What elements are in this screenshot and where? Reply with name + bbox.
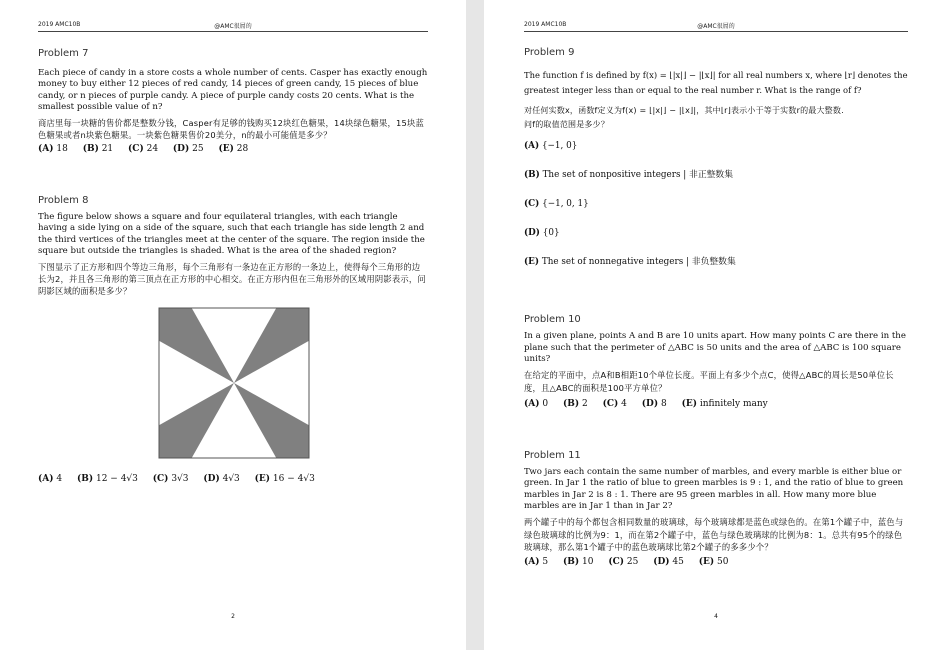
choice-b: (B) 12 − 4√3 bbox=[76, 474, 138, 485]
problem-10-english: In a given plane, points A and B are 10 units apart. How many points C are there in the plane such that the perimeter of △ABC is 50 units and the area of △ABC is 100 square units? bbox=[524, 331, 906, 365]
header-contest-label: 2019 AMC10B bbox=[524, 21, 567, 28]
problem-9-choice-c: (C) {−1, 0, 1} bbox=[524, 199, 589, 210]
square-triangles-figure bbox=[158, 307, 310, 459]
problem-10 bbox=[524, 314, 908, 410]
running-header bbox=[524, 20, 908, 32]
problem-11-title: Problem 11 bbox=[524, 449, 581, 461]
problem-10-chinese: 在给定的平面中，点A和B相距10个单位长度。平面上有多少个点C，使得△ABC的周长是50单位长度，且△ABC的面积是100平方单位？ bbox=[524, 370, 894, 393]
page-number: 4 bbox=[714, 613, 718, 620]
problem-9-title: Problem 9 bbox=[524, 47, 575, 58]
choice-b: (B) 10 bbox=[562, 557, 594, 568]
choice-e: (E) 28 bbox=[218, 144, 249, 155]
problem-8 bbox=[38, 195, 428, 485]
problem-9-english-line-2: greatest integer less than or equal to the real number r. What is the range of f? bbox=[524, 85, 862, 96]
choice-d: (D) 25 bbox=[172, 144, 204, 155]
problem-10-title: Problem 10 bbox=[524, 314, 581, 326]
choice-e: (E) 16 − 4√3 bbox=[254, 474, 315, 485]
choice-d: (D) 8 bbox=[641, 398, 667, 409]
choice-c: (C) 24 bbox=[128, 144, 159, 155]
problem-9-english-line-1: The function f is defined by f(x) = ⌊|x|⌋ − |⌊x⌋| for all real numbers x, where ⌊r⌋ denotes the bbox=[524, 70, 908, 80]
choice-c: (C) 4 bbox=[602, 398, 627, 409]
page-number: 2 bbox=[231, 613, 235, 620]
choice-c: (C) 3√3 bbox=[152, 474, 189, 485]
document-page-left bbox=[0, 0, 466, 650]
problem-11-english: Two jars each contain the same number of marbles, and every marble is either blue or green. In Jar 1 the ratio of blue to green marbles is 9 : 1, and the ratio of blue to green marbles in Jar 2 is 8 : 1. There are 95 green marbles in all. How many more blue marbles are in Jar 1 than in Jar 2? bbox=[524, 466, 904, 512]
choice-b: (B) 2 bbox=[562, 398, 588, 409]
choice-c: (C) 25 bbox=[608, 557, 639, 568]
problem-11-choices bbox=[524, 556, 908, 568]
problem-8-title: Problem 8 bbox=[38, 195, 89, 207]
problem-7-title: Problem 7 bbox=[38, 48, 89, 59]
problem-7-english: Each piece of candy in a store costs a whole number of cents. Casper has exactly enough money to buy either 12 pieces of red candy, 14 pieces of green candy, 15 pieces of blue candy, or n pieces of purple candy. A piece of purple candy costs 20 cents. What is the smallest possible value of n? bbox=[38, 68, 428, 113]
running-header bbox=[38, 20, 428, 32]
header-watermark: @AMC很屌的 bbox=[214, 23, 252, 30]
problem-9-chinese-line-2: 问f的取值范围是多少？ bbox=[524, 120, 610, 130]
choice-d: (D) 4√3 bbox=[203, 474, 240, 485]
choice-a: (A) 0 bbox=[524, 398, 549, 409]
problem-9-choice-a: (A) {−1, 0} bbox=[524, 141, 578, 152]
header-contest-label: 2019 AMC10B bbox=[38, 21, 81, 28]
choice-a: (A) 18 bbox=[38, 144, 68, 155]
problem-9-choice-d: (D) {0} bbox=[524, 228, 560, 239]
problem-7-chinese: 商店里每一块糖的售价都是整数分钱，Casper有足够的钱购买12块红色糖果，14块绿色糖果，15块蓝色糖果或者n块紫色糖果。一块紫色糖果售价20美分，n的最小可能值是多少？ bbox=[38, 117, 424, 140]
problem-9 bbox=[524, 47, 908, 268]
problem-9-chinese-line-1: 对任何实数x，函数f定义为f(x) = ⌊|x|⌋ − |⌊x⌋|，其中⌊r⌋表示小于等于实数r的最大整数. bbox=[524, 105, 844, 115]
document-page-right bbox=[484, 0, 948, 650]
problem-7-choices bbox=[38, 143, 428, 155]
problem-8-english: The figure below shows a square and four equilateral triangles, with each triangle having a side lying on a side of the square, such that each triangle has side length 2 and the third vertices of the triangles meet at the center of the square. The region inside the square but outside the triangles is shaded. What is the area of the shaded region? bbox=[38, 212, 425, 257]
problem-8-choices bbox=[38, 473, 428, 485]
problem-9-choice-e: (E) The set of nonnegative integers | 非负整数集 bbox=[524, 257, 736, 268]
problem-11-chinese: 两个罐子中的每个都包含相同数量的玻璃球，每个玻璃球都是蓝色或绿色的。在第1个罐子中，蓝色与绿色玻璃球的比例为9：1，而在第2个罐子中，蓝色与绿色玻璃球的比例为8：1。总共有95个的绿色玻璃球，那么第1个罐子中的蓝色玻璃球比第2个罐子的多多少个？ bbox=[524, 517, 904, 552]
choice-e: (E) 50 bbox=[698, 557, 729, 568]
choice-a: (A) 4 bbox=[38, 474, 63, 485]
problem-10-choices bbox=[524, 398, 908, 410]
choice-b: (B) 21 bbox=[82, 144, 114, 155]
problem-9-choice-b: (B) The set of nonpositive integers | 非正整数集 bbox=[524, 170, 734, 181]
choice-e: (E) infinitely many bbox=[681, 398, 768, 409]
header-watermark: @AMC很屌的 bbox=[697, 23, 735, 30]
problem-11 bbox=[524, 450, 908, 568]
choice-d: (D) 45 bbox=[653, 557, 684, 568]
problem-7 bbox=[38, 48, 428, 155]
choice-a: (A) 5 bbox=[524, 557, 549, 568]
problem-8-chinese: 下图显示了正方形和四个等边三角形，每个三角形有一条边在正方形的一条边上，使得每个三角形的边长为2，并且各三角形的第三顶点在正方形的中心相交。在正方形内但在三角形外的区域用阴影表示，问阴影区域的面积是多少？ bbox=[38, 261, 426, 297]
